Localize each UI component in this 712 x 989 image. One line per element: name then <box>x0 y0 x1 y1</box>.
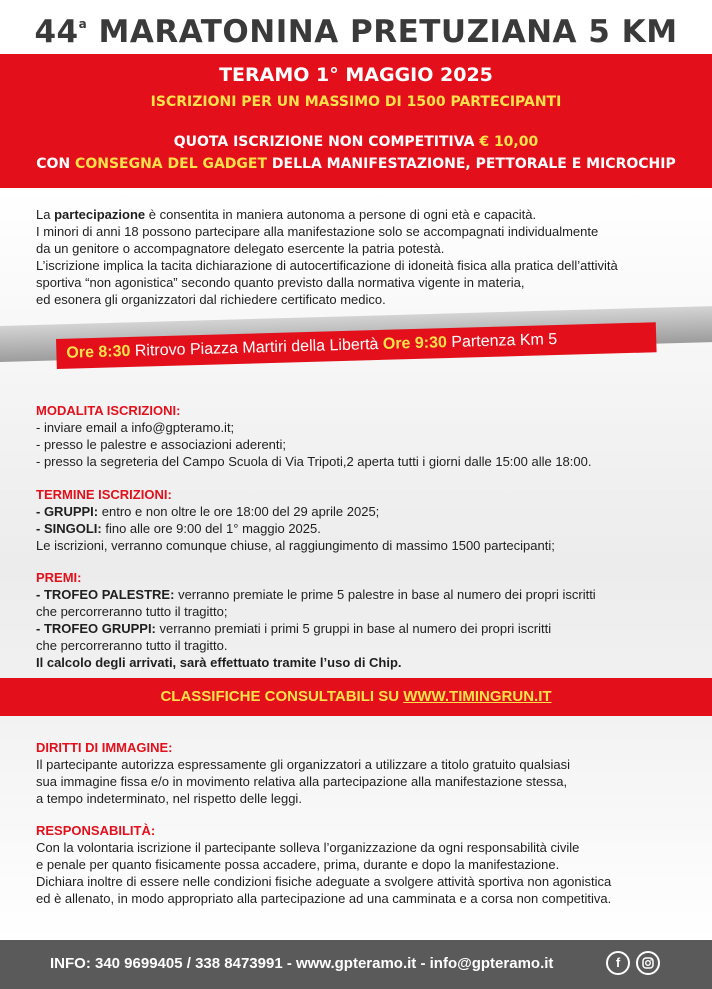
paragraph-line: a tempo indeterminato, nel rispetto delle leggi. <box>36 791 302 806</box>
list-item: - TROFEO PALESTRE: verranno premiate le prime 5 palestre in base al numero dei propri iscritti <box>36 587 596 602</box>
participants-limit: ISCRIZIONI PER UN MASSIMO DI 1500 PARTECIPANTI <box>150 94 562 110</box>
intro-line: L’iscrizione implica la tacita dichiarazione di autocertificazione di idoneità fisica alla pratica dell’attività <box>36 258 618 273</box>
section-heading: DIRITTI DI IMMAGINE: <box>36 740 173 755</box>
paragraph-line: Il partecipante autorizza espressamente gli organizzatori a utilizzare a titolo gratuito qualsiasi <box>36 757 571 772</box>
list-item: che percorreranno tutto il tragitto; <box>36 604 228 619</box>
responsabilita-section <box>36 822 696 907</box>
list-item: - inviare email a info@gpteramo.it; <box>36 420 235 435</box>
event-date: TERAMO 1° MAGGIO 2025 <box>219 64 493 86</box>
list-item: - GRUPPI: entro e non oltre le ore 18:00 del 29 aprile 2025; <box>36 504 380 519</box>
intro-line: sportiva “non agonistica” secondo quanto previsto dalla normativa vigente in materia, <box>36 275 525 290</box>
page-title: 44$^a$ MARATONINA PRETUZIANA 5 KM <box>34 14 678 50</box>
intro-line: La partecipazione è consentita in maniera autonoma a persone di ogni età e capacità. <box>36 207 537 222</box>
list-item: Le iscrizioni, verranno comunque chiuse, al raggiungimento di massimo 1500 partecipanti; <box>36 538 555 553</box>
list-item: - presso la segreteria del Campo Scuola di Via Tripoti,2 aperta tutti i giorni dalle 15:00 alle 18:00. <box>36 454 592 469</box>
section-heading: RESPONSABILITÀ: <box>36 823 156 838</box>
schedule-text-2: Partenza Km 5 <box>451 331 558 351</box>
paragraph-line: e penale per quanto fisicamente possa accadere, prima, durante e dopo la manifestazione. <box>36 857 560 872</box>
section-heading: MODALITA ISCRIZIONI: <box>36 403 181 418</box>
footer-bar <box>0 940 712 989</box>
timingrun-link[interactable]: WWW.TIMINGRUN.IT <box>403 688 552 705</box>
modalita-section <box>36 402 696 470</box>
intro-line: I minori di anni 18 possono partecipare alla manifestazione solo se accompagnati individualmente <box>36 224 599 239</box>
quota-line: QUOTA ISCRIZIONE NON COMPETITIVA € 10,00 <box>173 134 539 150</box>
list-item: - presso le palestre e associazioni aderenti; <box>36 437 287 452</box>
schedule-text-1: Ritrovo Piazza Martiri della Libertà <box>134 336 379 360</box>
list-item: - TROFEO GRUPPI: verranno premiati i primi 5 gruppi in base al numero dei propri iscritti <box>36 621 552 636</box>
schedule-time-2: Ore 9:30 <box>382 334 448 353</box>
schedule-time-1: Ore 8:30 <box>66 342 131 362</box>
termine-section <box>36 486 696 554</box>
classifiche-banner: CLASSIFICHE CONSULTABILI SU WWW.TIMINGRUN.IT <box>0 678 712 716</box>
diritti-section <box>36 739 696 807</box>
intro-paragraph <box>36 206 686 308</box>
list-item: - SINGOLI: fino alle ore 9:00 del 1° maggio 2025. <box>36 521 321 536</box>
paragraph-line: Dichiara inoltre di essere nelle condizioni fisiche adeguate a svolgere attività sportiva non agonistica <box>36 874 612 889</box>
intro-line: da un genitore o accompagnatore delegato esercente la patria potestà. <box>36 241 445 256</box>
instagram-icon[interactable] <box>636 951 660 975</box>
section-heading: PREMI: <box>36 570 82 585</box>
red-header-banner <box>0 54 712 188</box>
chip-note: Il calcolo degli arrivati, sarà effettuato tramite l’uso di Chip. <box>36 655 402 670</box>
facebook-icon[interactable]: f <box>606 951 630 975</box>
intro-line: ed esonera gli organizzatori dal richiedere certificato medico. <box>36 292 386 307</box>
consegna-line: CON CONSEGNA DEL GADGET DELLA MANIFESTAZIONE, PETTORALE E MICROCHIP <box>36 156 676 172</box>
list-item: che percorreranno tutto il tragitto. <box>36 638 228 653</box>
paragraph-line: Con la volontaria iscrizione il partecipante solleva l’organizzazione da ogni responsabilità civile <box>36 840 580 855</box>
paragraph-line: ed è allenato, in modo appropriato alla partecipazione ad una camminata e a corsa non competitiva. <box>36 891 612 906</box>
premi-section <box>36 569 696 671</box>
paragraph-line: sua immagine fissa e/o in movimento relativa alla partecipazione alla manifestazione stessa, <box>36 774 568 789</box>
section-heading: TERMINE ISCRIZIONI: <box>36 487 172 502</box>
contact-info: INFO: 340 9699405 / 338 8473991 - www.gpteramo.it - info@gpteramo.it <box>50 955 554 972</box>
